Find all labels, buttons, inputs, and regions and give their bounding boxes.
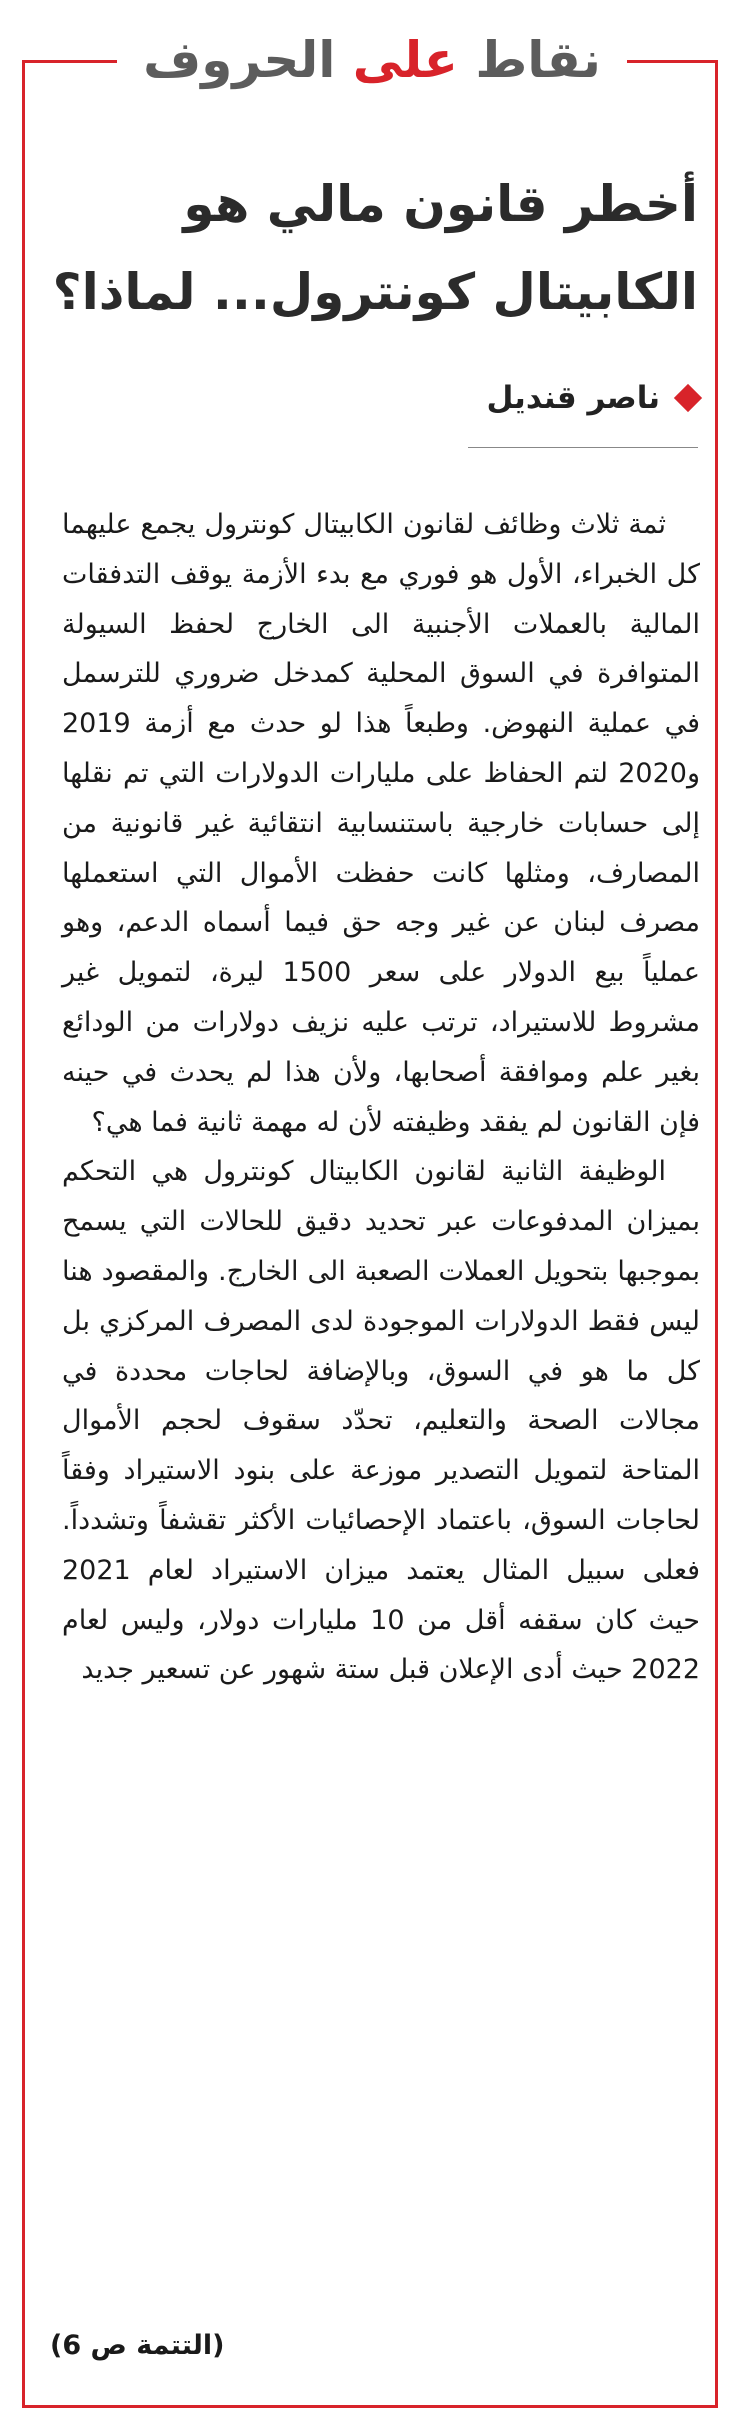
- paragraph-2: الوظيفة الثانية لقانون الكابيتال كونترول هي التحكم بميزان المدفوعات عبر تحديد دقيق للحالات التي يسمح بموجبها بتحويل العملات الصعبة الى الخارج. والمقصود هنا ليس فقط الدولارات الموجودة لدى المصرف المركزي بل كل ما هو في السوق، وبالإضافة لحاجات محددة في مجالات الصحة والتعليم، تحدّد سقوف لحجم الأموال المتاحة لتمويل التصدير موزعة على بنود الاستيراد وفقاً لحاجات السوق، باعتماد الإحصائيات الأكثر تقشفاً وتشدداً. فعلى سبيل المثال يعتمد ميزان الاستيراد لعام 2021 حيث كان سقفه أقل من 10 مليارات دولار، وليس لعام 2022 حيث أدى الإعلان قبل ستة شهور عن تسعير جديد: [62, 1156, 700, 1686]
- headline-line-1: أخطر قانون مالي هو: [183, 175, 698, 233]
- byline: [487, 380, 698, 416]
- byline-divider: [468, 447, 698, 448]
- headline-line-2: الكابيتال كونترول... لماذا؟: [52, 263, 698, 321]
- paragraph-1: ثمة ثلاث وظائف لقانون الكابيتال كونترول يجمع عليهما كل الخبراء، الأول هو فوري مع بدء الأزمة يوقف التدفقات المالية بالعملات الأجنبية الى الخارج لحفظ السيولة المتوافرة في السوق المحلية كمدخل ضروري للترسمل في عملية النهوض. وطبعاً هذا لو حدث مع أزمة 2019 و2020 لتم الحفاظ على مليارات الدولارات التي تم نقلها إلى حسابات خارجية باستنسابية انتقائية غير قانونية من المصارف، ومثلها كانت حفظت الأموال التي استعملها مصرف لبنان عن غير وجه حق فيما أسماه الدعم، وهو عملياً بيع الدولار على سعر 1500 ليرة، لتمويل غير مشروط للاستيراد، ترتب عليه نزيف دولارات من الودائع بغير علم وموافقة أصحابها، ولأن هذا لم يحدث في حينه فإن القانون لم يفقد وظيفته لأن له مهمة ثانية فما هي؟: [62, 509, 700, 1138]
- article-headline: [48, 160, 698, 336]
- author-name: ناصر قنديل: [486, 380, 660, 416]
- column-header: [0, 20, 744, 100]
- column-title-part1: نقاط: [475, 31, 601, 89]
- column-title-part2: على: [352, 31, 458, 89]
- column-title-part3: الحروف: [143, 31, 336, 89]
- continuation-note: (التتمة ص 6): [50, 2330, 225, 2361]
- diamond-bullet-icon: [674, 384, 702, 412]
- article-body: [62, 500, 700, 1695]
- column-title: [117, 20, 627, 100]
